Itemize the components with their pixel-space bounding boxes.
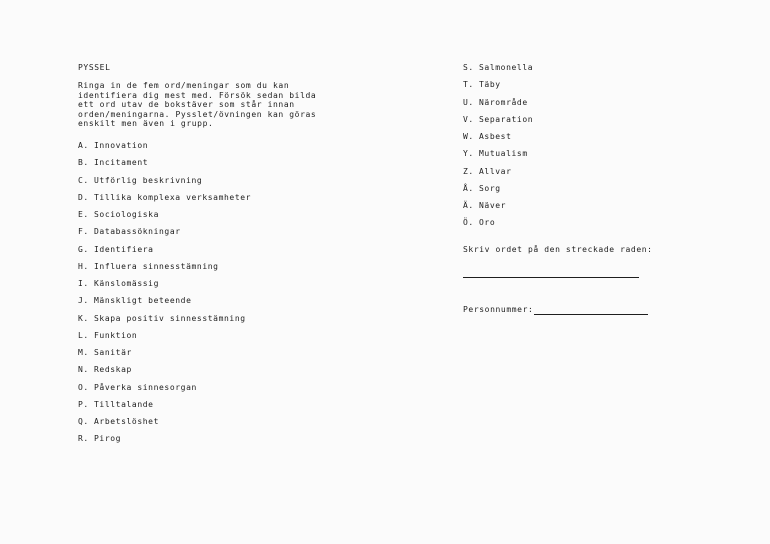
list-item <box>78 433 251 450</box>
item-letter: R. <box>78 434 89 444</box>
item-letter: Q. <box>78 417 89 426</box>
item-text: Mutualism <box>479 149 528 159</box>
item-text: Oro <box>479 218 496 228</box>
item-text: Separation <box>479 114 534 124</box>
list-item <box>78 416 251 433</box>
item-text: Identifiera <box>94 244 154 254</box>
item-letter: D. <box>78 192 89 202</box>
item-letter: N. <box>78 365 89 375</box>
item-text: Innovation <box>94 141 149 150</box>
list-item <box>463 217 533 234</box>
item-letter: S. <box>463 63 474 72</box>
item-letter: J. <box>78 296 89 306</box>
list-item <box>463 131 533 148</box>
item-letter: E. <box>78 210 89 219</box>
list-item <box>463 97 533 114</box>
item-letter: W. <box>463 132 474 141</box>
list-item <box>78 382 251 399</box>
item-letter: V. <box>463 114 474 124</box>
list-item <box>78 157 251 174</box>
item-text: Sociologiska <box>94 210 159 219</box>
item-letter: Ö. <box>463 218 474 228</box>
list-item <box>78 330 251 347</box>
list-item <box>78 313 251 330</box>
item-text: Näver <box>479 201 507 210</box>
item-text: Sanitär <box>94 348 132 357</box>
item-letter: K. <box>78 313 89 323</box>
item-text: Mänskligt beteende <box>94 296 192 306</box>
list-item <box>78 347 251 364</box>
list-item <box>463 166 533 183</box>
personnummer-row <box>463 304 648 315</box>
item-text: Redskap <box>94 365 132 375</box>
item-letter: O. <box>78 382 89 392</box>
list-item <box>463 79 533 96</box>
instructions-text: Ringa in de fem ord/meningar som du kan identifiera dig mest med. Försök sedan bilda ett ord utav de bokstäver som står innan orden/meningarna. Pysslet/övningen kan göras enskilt men även i grupp. <box>78 81 317 129</box>
item-letter: B. <box>78 158 89 168</box>
item-letter: Z. <box>463 166 474 176</box>
item-text: Salmonella <box>479 63 534 72</box>
item-text: Utförlig beskrivning <box>94 175 203 185</box>
item-text: Asbest <box>479 132 512 141</box>
item-text: Närområde <box>479 97 528 107</box>
item-text: Databassökningar <box>94 227 181 237</box>
item-letter: U. <box>463 97 474 107</box>
item-text: Skapa positiv sinnesstämning <box>94 313 246 323</box>
list-item <box>78 209 251 226</box>
item-text: Funktion <box>94 330 138 340</box>
list-item <box>78 261 251 278</box>
item-letter: L. <box>78 330 89 340</box>
item-text: Känslomässig <box>94 279 159 288</box>
item-text: Pirog <box>94 434 122 444</box>
item-text: Incitament <box>94 158 149 168</box>
item-letter: Y. <box>463 149 474 159</box>
page-title: PYSSEL <box>78 63 111 72</box>
word-list-right <box>463 62 533 235</box>
item-text: Influera sinnesstämning <box>94 261 219 271</box>
word-list-left <box>78 140 251 451</box>
list-item <box>78 175 251 192</box>
item-letter: M. <box>78 348 89 357</box>
personnummer-line[interactable] <box>534 305 648 315</box>
item-text: Påverka sinnesorgan <box>94 382 197 392</box>
list-item <box>78 364 251 381</box>
item-text: Allvar <box>479 166 512 176</box>
item-letter: Å. <box>463 183 474 193</box>
list-item <box>463 183 533 200</box>
list-item <box>78 278 251 295</box>
list-item <box>78 295 251 312</box>
item-letter: G. <box>78 244 89 254</box>
list-item <box>463 200 533 217</box>
item-letter: Ä. <box>463 201 474 210</box>
item-text: Tillika komplexa verksamheter <box>94 192 252 202</box>
item-letter: A. <box>78 141 89 150</box>
list-item <box>463 62 533 79</box>
list-item <box>463 148 533 165</box>
item-letter: F. <box>78 227 89 237</box>
answer-line[interactable] <box>463 277 639 278</box>
item-text: Täby <box>479 80 501 90</box>
personnummer-label: Personnummer: <box>463 305 534 314</box>
list-item <box>78 226 251 243</box>
item-letter: I. <box>78 279 89 288</box>
answer-prompt: Skriv ordet på den streckade raden: <box>463 245 653 254</box>
list-item <box>78 140 251 157</box>
item-text: Tilltalande <box>94 399 154 409</box>
item-text: Arbetslöshet <box>94 417 159 426</box>
list-item <box>78 244 251 261</box>
list-item <box>78 399 251 416</box>
item-letter: H. <box>78 261 89 271</box>
item-text: Sorg <box>479 183 501 193</box>
list-item <box>78 192 251 209</box>
item-letter: T. <box>463 80 474 90</box>
item-letter: C. <box>78 175 89 185</box>
list-item <box>463 114 533 131</box>
item-letter: P. <box>78 399 89 409</box>
